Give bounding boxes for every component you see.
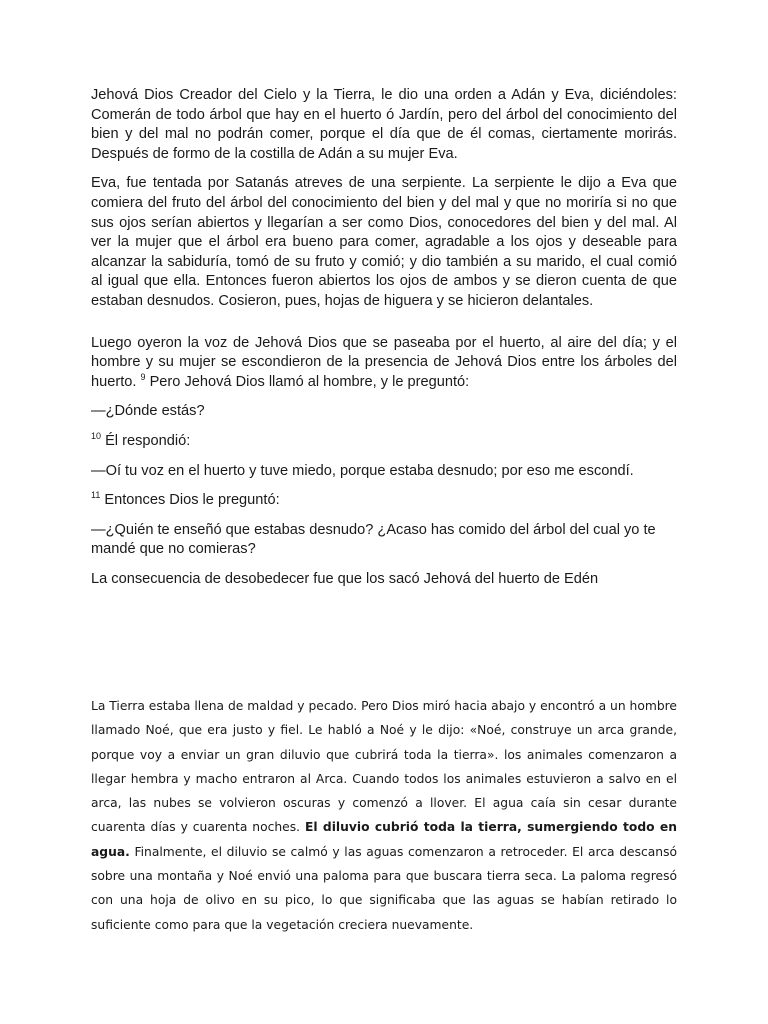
dialogue-where-are-you: —¿Dónde estás? — [91, 403, 205, 420]
paragraph-flood-bold: El diluvio cubrió toda la tierra, sumergiendo todo en agua. — [91, 820, 678, 859]
paragraph-flood — [91, 694, 677, 937]
document-section-eden — [91, 86, 677, 599]
dialogue-heard-voice: —Oí tu voz en el huerto y tuve miedo, porque estaba desnudo; por eso me escondí. — [91, 462, 634, 479]
document-section-flood — [91, 694, 677, 937]
verse-number-9: 9 — [140, 371, 146, 382]
paragraph-hiding-text: Luego oyeron la voz de Jehová Dios que se paseaba por el huerto, al aire del día; y el hombre y su mujer se escondieron de la presencia de Jehová Dios entre los árboles del huerto. — [91, 334, 677, 390]
paragraph-question-text: Entonces Dios le preguntó: — [100, 492, 280, 509]
paragraph-answer-text: Él respondió: — [101, 432, 191, 449]
paragraph-creation: Jehová Dios Creador del Cielo y la Tierra, le dio una orden a Adán y Eva, diciéndoles: Comerán de todo árbol que hay en el huerto ó Jardín, pero del árbol del conocimiento del bien y del mal no podrán comer, porque el día que de él comas, ciertamente morirás. Después de formo de la costilla de Adán a su mujer Eva. — [91, 87, 677, 162]
paragraph-answer — [91, 432, 677, 452]
paragraph-flood-text-b: Finalmente, el diluvio se calmó y las aguas comenzaron a retroceder. El arca descansó sobre una montaña y Noé envió una paloma para que buscara tierra seca. La paloma regresó con una hoja de olivo en su pico, lo que significaba que las aguas se habían retirado lo suficiente como para que la vegetación creciera nuevamente. — [91, 844, 677, 932]
paragraph-flood-text-a: La Tierra estaba llena de maldad y pecado. Pero Dios miró hacia abajo y encontró a un hombre llamado Noé, que era justo y fiel. Le habló a Noé y le dijo: «Noé, construye un arca grande, porque voy a enviar un gran diluvio que cubrirá toda la tierra». los animales comenzaron a llegar hembra y macho entraron al Arca. Cuando todos los animales estuvieron a salvo en el arca, las nubes se volvieron oscuras y comenzó a llover. El agua caía sin cesar durante cuarenta días y cuarenta noches. — [91, 699, 677, 835]
paragraph-hiding — [91, 334, 677, 393]
verse-number-10: 10 — [91, 431, 102, 442]
paragraph-question — [91, 491, 677, 511]
paragraph-hiding-tail: Pero Jehová Dios llamó al hombre, y le preguntó: — [145, 373, 470, 390]
verse-number-11: 11 — [91, 490, 101, 501]
paragraph-consequence: La consecuencia de desobedecer fue que los sacó Jehová del huerto de Edén — [91, 570, 599, 587]
paragraph-temptation: Eva, fue tentada por Satanás atreves de una serpiente. La serpiente le dijo a Eva que comiera del fruto del árbol del conocimiento del bien y del mal y que no moriría si no que sus ojos serían abiertos y llegarían a ser como Dios, conocedores del bien y del mal. Al ver la mujer que el árbol era bueno para comer, agradable a los ojos y deseable para alcanzar la sabiduría, tomó de su fruto y comió; y dio también a su marido, el cual comió al igual que ella. Entonces fueron abiertos los ojos de ambos y se dieron cuenta de que estaban desnudos. Cosieron, pues, hojas de higuera y se hicieron delantales. — [91, 175, 677, 309]
dialogue-who-told-you: —¿Quién te enseñó que estabas desnudo? ¿Acaso has comido del árbol del cual yo te mandé que no comieras? — [91, 521, 656, 558]
